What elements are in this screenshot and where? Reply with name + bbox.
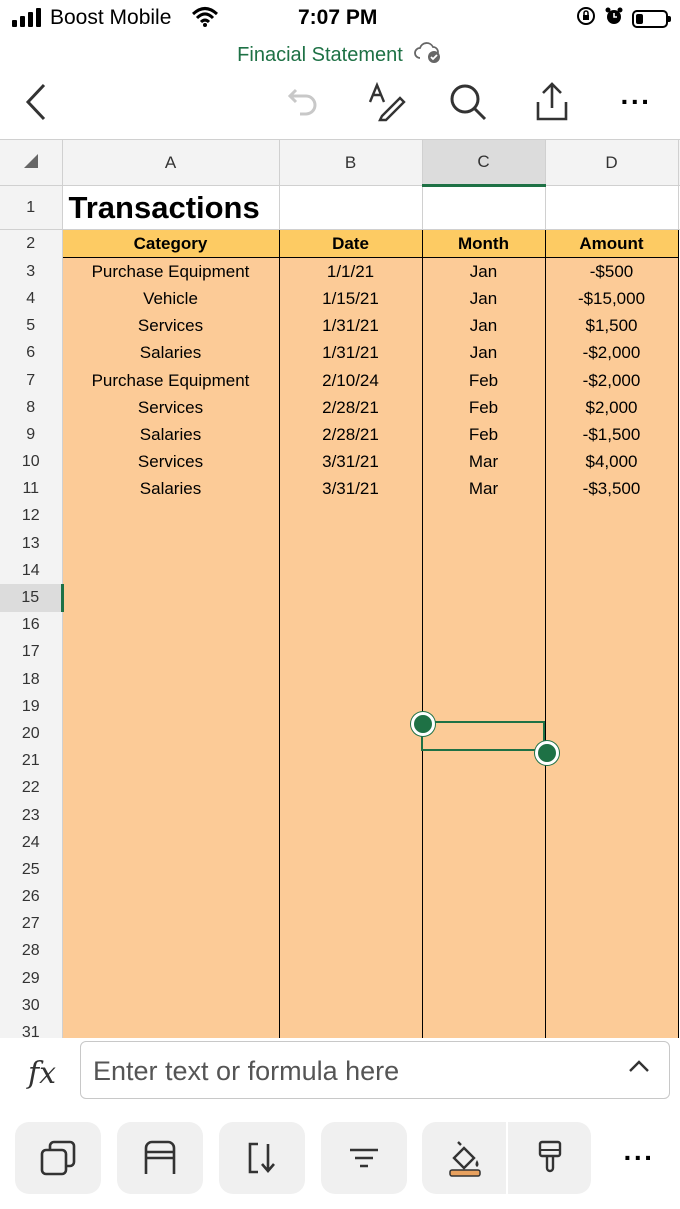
draw-button[interactable] (362, 78, 410, 126)
empty-cell[interactable] (422, 748, 545, 775)
row-header[interactable]: 18 (0, 666, 62, 693)
row-header[interactable]: 20 (0, 720, 62, 747)
undo-button[interactable] (280, 78, 328, 126)
empty-cell[interactable] (422, 775, 545, 802)
row-header[interactable]: 25 (0, 856, 62, 883)
table-row (0, 720, 680, 747)
table-row (0, 503, 680, 530)
empty-cell[interactable] (545, 938, 678, 965)
table-row (0, 802, 680, 829)
empty-cell[interactable] (422, 693, 545, 720)
empty-cell[interactable] (545, 992, 678, 1019)
empty-cell[interactable] (545, 829, 678, 856)
row-header[interactable]: 22 (0, 775, 62, 802)
empty-cell[interactable] (545, 557, 678, 584)
empty-cell[interactable] (545, 775, 678, 802)
data-cell[interactable]: 1/31/21 (279, 340, 422, 367)
column-label[interactable]: Month (422, 230, 545, 258)
empty-cell[interactable] (279, 503, 422, 530)
empty-cell[interactable] (279, 748, 422, 775)
copy-layers-icon (38, 1138, 78, 1178)
data-cell[interactable]: Feb (422, 367, 545, 394)
table-row (0, 394, 680, 421)
spreadsheet-grid[interactable] (0, 139, 680, 1038)
back-button[interactable] (12, 78, 60, 126)
more-tools-button[interactable] (598, 1122, 680, 1194)
ellipsis-icon: ··· (623, 1142, 655, 1173)
column-header-row (0, 140, 680, 186)
column-header-a[interactable]: A (62, 140, 279, 186)
data-cell[interactable]: -$2,000 (545, 340, 678, 367)
bottom-toolbar (0, 1122, 680, 1194)
empty-cell[interactable] (279, 1019, 422, 1038)
empty-cell[interactable] (422, 965, 545, 992)
empty-cell[interactable] (545, 186, 678, 230)
search-icon (448, 82, 488, 122)
data-cell[interactable]: 2/28/21 (279, 394, 422, 421)
wifi-icon (192, 6, 218, 33)
empty-cell[interactable] (62, 748, 279, 775)
empty-cell[interactable] (422, 666, 545, 693)
paintbrush-icon (530, 1138, 570, 1178)
insert-down-icon (242, 1138, 282, 1178)
empty-cell[interactable] (545, 911, 678, 938)
data-cell[interactable]: 2/28/21 (279, 421, 422, 448)
table-row (0, 639, 680, 666)
row-header[interactable]: 8 (0, 394, 62, 421)
empty-cell[interactable] (279, 802, 422, 829)
table-row (0, 1019, 680, 1038)
table-row (0, 367, 680, 394)
row-header[interactable]: 31 (0, 1019, 62, 1038)
filter-icon (344, 1138, 384, 1178)
empty-cell[interactable] (545, 965, 678, 992)
empty-cell[interactable] (545, 612, 678, 639)
empty-cell[interactable] (62, 775, 279, 802)
row-header[interactable]: 1 (0, 186, 62, 230)
table-rows-icon (140, 1138, 180, 1178)
cell-selection-box[interactable] (421, 721, 545, 751)
row-header[interactable]: 13 (0, 530, 62, 557)
table-row (0, 856, 680, 883)
undo-icon (286, 84, 322, 120)
row-header[interactable]: 6 (0, 340, 62, 367)
select-all-corner[interactable] (0, 140, 62, 186)
alarm-icon (604, 6, 624, 31)
row-header[interactable]: 26 (0, 884, 62, 911)
expand-formula-button[interactable] (627, 1058, 651, 1079)
data-cell[interactable]: Services (62, 394, 279, 421)
empty-cell[interactable] (62, 503, 279, 530)
empty-cell[interactable] (62, 992, 279, 1019)
empty-cell[interactable] (62, 584, 279, 611)
selection-handle-bottom-right[interactable] (535, 741, 559, 765)
data-cell[interactable]: 3/31/21 (279, 476, 422, 503)
data-cell[interactable]: Jan (422, 285, 545, 312)
data-cell[interactable]: Salaries (62, 340, 279, 367)
empty-cell[interactable] (279, 829, 422, 856)
table-row (0, 992, 680, 1019)
row-header[interactable]: 15 (0, 584, 62, 611)
row-header[interactable]: 21 (0, 748, 62, 775)
ellipsis-icon: ··· (620, 86, 652, 117)
data-cell[interactable]: Jan (422, 340, 545, 367)
row-header[interactable]: 30 (0, 992, 62, 1019)
formula-bar[interactable] (80, 1041, 670, 1099)
empty-cell[interactable] (62, 612, 279, 639)
empty-cell[interactable] (279, 856, 422, 883)
empty-cell[interactable] (62, 965, 279, 992)
empty-cell[interactable] (279, 992, 422, 1019)
empty-cell[interactable] (62, 530, 279, 557)
empty-cell[interactable] (279, 965, 422, 992)
row-header[interactable]: 14 (0, 557, 62, 584)
empty-cell[interactable] (279, 693, 422, 720)
empty-cell[interactable] (279, 666, 422, 693)
empty-cell[interactable] (62, 639, 279, 666)
status-time: 7:07 PM (298, 6, 378, 29)
table-row (0, 313, 680, 340)
row-header[interactable]: 11 (0, 476, 62, 503)
row-header[interactable]: 3 (0, 258, 62, 286)
data-cell[interactable]: Salaries (62, 421, 279, 448)
table-row (0, 884, 680, 911)
table-row (0, 584, 680, 611)
data-cell[interactable]: Vehicle (62, 285, 279, 312)
empty-cell[interactable] (62, 856, 279, 883)
empty-cell[interactable] (545, 856, 678, 883)
row-header[interactable]: 27 (0, 911, 62, 938)
empty-cell[interactable] (422, 503, 545, 530)
empty-cell[interactable] (545, 1019, 678, 1038)
data-cell[interactable]: $1,500 (545, 313, 678, 340)
empty-cell[interactable] (279, 612, 422, 639)
document-title-bar[interactable] (0, 40, 680, 70)
orientation-lock-icon (576, 6, 596, 31)
filter-button[interactable] (321, 1122, 407, 1194)
empty-cell[interactable] (422, 1019, 545, 1038)
table-row (0, 612, 680, 639)
row-header[interactable]: 29 (0, 965, 62, 992)
table-row (0, 666, 680, 693)
data-cell[interactable]: -$500 (545, 258, 678, 286)
row-header[interactable]: 16 (0, 612, 62, 639)
data-cell[interactable]: $4,000 (545, 449, 678, 476)
empty-cell[interactable] (545, 584, 678, 611)
text-pen-icon (366, 82, 406, 122)
data-cell[interactable]: Salaries (62, 476, 279, 503)
empty-cell[interactable] (279, 775, 422, 802)
table-row (0, 911, 680, 938)
empty-cell[interactable] (62, 693, 279, 720)
column-header-d[interactable]: D (545, 140, 678, 186)
row-header[interactable]: 24 (0, 829, 62, 856)
empty-cell[interactable] (279, 938, 422, 965)
empty-cell[interactable] (62, 884, 279, 911)
empty-cell[interactable] (279, 530, 422, 557)
table-row (0, 829, 680, 856)
row-header[interactable]: 2 (0, 230, 62, 258)
empty-cell[interactable] (545, 720, 678, 747)
column-label[interactable]: Date (279, 230, 422, 258)
paint-bucket-icon (444, 1138, 484, 1178)
empty-cell[interactable] (545, 503, 678, 530)
empty-cell[interactable] (62, 1019, 279, 1038)
share-icon (534, 82, 570, 122)
document-title[interactable]: Finacial Statement (237, 43, 403, 66)
empty-cell[interactable] (545, 748, 678, 775)
table-row (0, 938, 680, 965)
carrier-name: Boost Mobile (50, 6, 172, 29)
empty-cell[interactable] (62, 938, 279, 965)
data-cell[interactable]: Purchase Equipment (62, 258, 279, 286)
row-header[interactable]: 9 (0, 421, 62, 448)
empty-cell[interactable] (545, 666, 678, 693)
empty-cell[interactable] (62, 829, 279, 856)
table-row (0, 230, 680, 258)
data-cell[interactable]: -$2,000 (545, 367, 678, 394)
empty-cell[interactable] (279, 639, 422, 666)
row-header[interactable]: 10 (0, 449, 62, 476)
select-all-triangle-icon (24, 154, 38, 168)
data-cell[interactable]: Feb (422, 421, 545, 448)
empty-cell[interactable] (422, 911, 545, 938)
data-cell[interactable]: Mar (422, 449, 545, 476)
data-cell[interactable]: Jan (422, 313, 545, 340)
data-cell[interactable]: 3/31/21 (279, 449, 422, 476)
cloud-saved-icon (413, 40, 443, 70)
empty-cell[interactable] (422, 639, 545, 666)
empty-cell[interactable] (545, 884, 678, 911)
data-cell[interactable]: Mar (422, 476, 545, 503)
row-header[interactable]: 4 (0, 285, 62, 312)
table-row (0, 530, 680, 557)
table-row (0, 748, 680, 775)
table-row (0, 693, 680, 720)
column-header-c[interactable]: C (422, 140, 545, 186)
data-cell[interactable]: 1/1/21 (279, 258, 422, 286)
empty-cell[interactable] (279, 186, 422, 230)
empty-cell[interactable] (62, 720, 279, 747)
column-header-b[interactable]: B (279, 140, 422, 186)
data-cell[interactable]: Jan (422, 258, 545, 286)
more-options-button[interactable] (612, 78, 660, 126)
row-header[interactable]: 28 (0, 938, 62, 965)
chevron-up-icon (627, 1058, 651, 1074)
data-cell[interactable]: -$3,500 (545, 476, 678, 503)
column-label[interactable]: Category (62, 230, 279, 258)
empty-cell[interactable] (279, 557, 422, 584)
table-row (0, 775, 680, 802)
row-header[interactable]: 7 (0, 367, 62, 394)
data-cell[interactable]: $2,000 (545, 394, 678, 421)
row-header[interactable]: 23 (0, 802, 62, 829)
row-header[interactable]: 17 (0, 639, 62, 666)
empty-cell[interactable] (422, 802, 545, 829)
empty-cell[interactable] (422, 829, 545, 856)
share-button[interactable] (528, 78, 576, 126)
empty-cell[interactable] (62, 911, 279, 938)
empty-cell[interactable] (422, 884, 545, 911)
table-row (0, 476, 680, 503)
row-header[interactable]: 5 (0, 313, 62, 340)
row-header[interactable]: 19 (0, 693, 62, 720)
empty-cell[interactable] (279, 884, 422, 911)
table-row (0, 340, 680, 367)
table-row (0, 258, 680, 286)
empty-cell[interactable] (422, 612, 545, 639)
empty-cell[interactable] (545, 802, 678, 829)
format-painter-button[interactable] (508, 1122, 591, 1194)
data-cell[interactable]: Purchase Equipment (62, 367, 279, 394)
data-cell[interactable]: -$15,000 (545, 285, 678, 312)
empty-cell[interactable] (279, 911, 422, 938)
chevron-left-icon (22, 82, 50, 122)
data-cell[interactable]: 1/31/21 (279, 313, 422, 340)
search-button[interactable] (444, 78, 492, 126)
data-cell[interactable]: 2/10/24 (279, 367, 422, 394)
table-row (0, 285, 680, 312)
sheet-title[interactable]: Transactions (62, 186, 279, 230)
empty-cell[interactable] (545, 530, 678, 557)
empty-cell[interactable] (422, 938, 545, 965)
empty-cell[interactable] (279, 584, 422, 611)
fill-color-button[interactable] (422, 1122, 506, 1194)
battery-icon (632, 10, 668, 28)
empty-cell[interactable] (422, 530, 545, 557)
top-toolbar (0, 78, 680, 126)
empty-cell[interactable] (422, 992, 545, 1019)
table-row (0, 965, 680, 992)
status-bar (0, 0, 680, 38)
cellular-signal-icon (12, 8, 41, 27)
data-cell[interactable]: 1/15/21 (279, 285, 422, 312)
empty-cell[interactable] (62, 666, 279, 693)
empty-cell[interactable] (62, 557, 279, 584)
column-label[interactable]: Amount (545, 230, 678, 258)
freeze-panes-button[interactable] (117, 1122, 203, 1194)
data-cell[interactable]: Feb (422, 394, 545, 421)
data-cell[interactable]: Services (62, 449, 279, 476)
empty-cell[interactable] (545, 639, 678, 666)
cell-styles-button[interactable] (15, 1122, 101, 1194)
table-row (0, 449, 680, 476)
table-row (0, 186, 680, 230)
data-cell[interactable]: -$1,500 (545, 421, 678, 448)
insert-button[interactable] (219, 1122, 305, 1194)
empty-cell[interactable] (422, 557, 545, 584)
empty-cell[interactable] (422, 856, 545, 883)
formula-input[interactable] (91, 1050, 605, 1092)
empty-cell[interactable] (422, 584, 545, 611)
table-row (0, 421, 680, 448)
function-icon[interactable]: fx (28, 1056, 57, 1091)
selection-handle-top-left[interactable] (411, 712, 435, 736)
empty-cell[interactable] (279, 720, 422, 747)
data-cell[interactable]: Services (62, 313, 279, 340)
empty-cell[interactable] (545, 693, 678, 720)
empty-cell[interactable] (62, 802, 279, 829)
row-header[interactable]: 12 (0, 503, 62, 530)
table-row (0, 557, 680, 584)
empty-cell[interactable] (422, 186, 545, 230)
